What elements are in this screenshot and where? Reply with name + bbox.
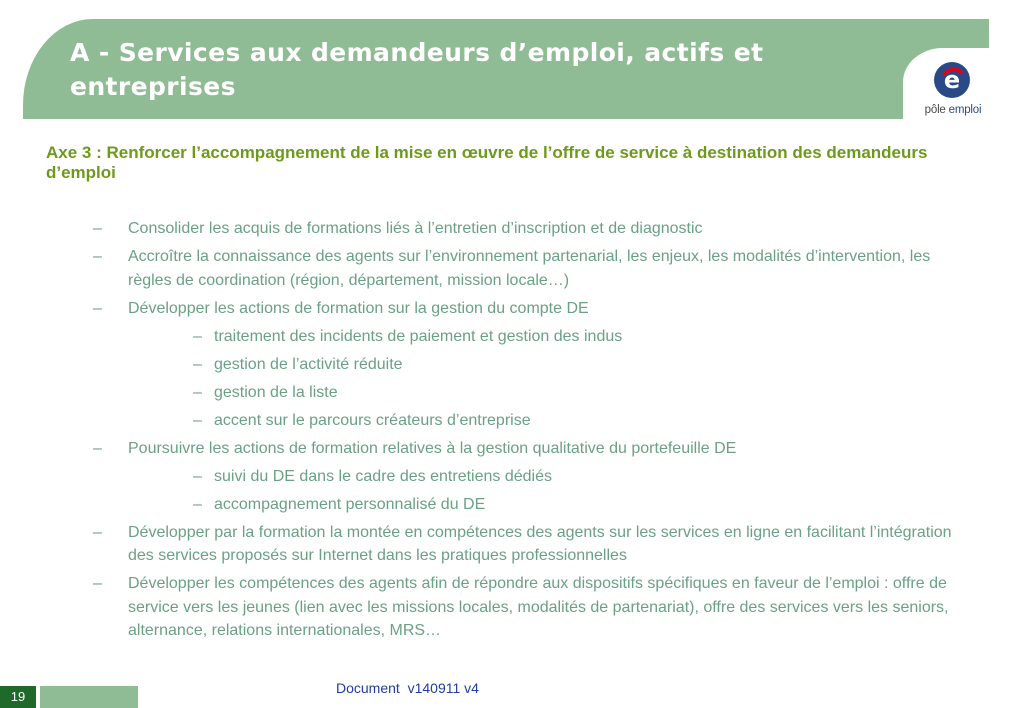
pole-emploi-e-icon <box>933 61 971 99</box>
bullet-dash: – <box>93 575 102 592</box>
bullet-text: suivi du DE dans le cadre des entretiens dédiés <box>214 467 552 485</box>
title-line-2: entreprises <box>70 72 236 101</box>
logo-text-pole: pôle <box>924 104 946 116</box>
slide-number: 19 <box>0 686 36 708</box>
bullet-text: Développer par la formation la montée en compétences des agents sur les services en ligne en facilitant l’intégration des services proposés sur Internet dans les pratiques professionnelles <box>128 523 952 564</box>
bullet-item <box>0 245 968 292</box>
bullet-text: gestion de la liste <box>214 383 338 401</box>
title-line-1: A - Services aux demandeurs d’emploi, actifs et <box>70 38 764 67</box>
bullet-text: Développer les compétences des agents afin de répondre aux dispositifs spécifiques en faveur de l’emploi : offre de service vers les jeunes (lien avec les missions locales, modalités de partenariat), offre des services vers les seniors, alternance, relations internationales, MRS… <box>128 575 949 639</box>
footer-bar <box>40 686 138 708</box>
sub-bullet-item <box>0 325 974 349</box>
logo-wordmark <box>909 104 997 116</box>
bullet-dash: – <box>93 220 102 237</box>
bullet-item <box>0 217 968 241</box>
bullet-dash: – <box>93 439 102 457</box>
bullet-item <box>0 521 968 568</box>
sub-bullet-item <box>0 353 974 377</box>
bullet-list <box>0 217 1023 647</box>
sub-bullet-item <box>0 493 974 517</box>
bullet-item <box>0 297 968 321</box>
bullet-text: gestion de l’activité réduite <box>214 355 403 373</box>
bullet-text: accompagnement personnalisé du DE <box>214 495 486 513</box>
bullet-text: Développer les actions de formation sur la gestion du compte DE <box>128 299 589 317</box>
bullet-dash: – <box>193 327 202 345</box>
bullet-dash: – <box>93 299 102 317</box>
bullet-text: traitement des incidents de paiement et gestion des indus <box>214 327 623 345</box>
logo-letter: e <box>943 66 961 94</box>
bullet-dash: – <box>193 467 202 485</box>
bullet-dash: – <box>93 248 102 265</box>
logo-text-emploi: emploi <box>948 104 982 116</box>
bullet-item <box>0 572 968 643</box>
bullet-text: Accroître la connaissance des agents sur l’environnement partenarial, les enjeux, les modalités d’intervention, les règles de coordination (région, département, mission locale…) <box>128 248 931 289</box>
sub-bullet-item <box>0 409 974 433</box>
bullet-dash: – <box>93 523 102 541</box>
sub-bullet-item <box>0 381 974 405</box>
document-version: Document v140911 v4 <box>336 680 479 696</box>
axis-subtitle: Axe 3 : Renforcer l’accompagnement de la mise en œuvre de l’offre de service à destination des demandeurs d’emploi <box>46 143 928 182</box>
sub-bullet-item <box>0 465 974 489</box>
bullet-dash: – <box>193 411 202 429</box>
bullet-dash: – <box>193 383 202 401</box>
bullet-text: accent sur le parcours créateurs d’entreprise <box>214 411 531 429</box>
bullet-dash: – <box>193 495 202 513</box>
pole-emploi-logo <box>903 48 998 124</box>
bullet-item <box>0 437 968 461</box>
bullet-text: Consolider les acquis de formations liés à l’entretien d’inscription et de diagnostic <box>128 220 703 237</box>
bullet-dash: – <box>193 355 202 373</box>
slide-title <box>70 36 870 104</box>
bullet-text: Poursuivre les actions de formation relatives à la gestion qualitative du portefeuille DE <box>128 439 737 457</box>
